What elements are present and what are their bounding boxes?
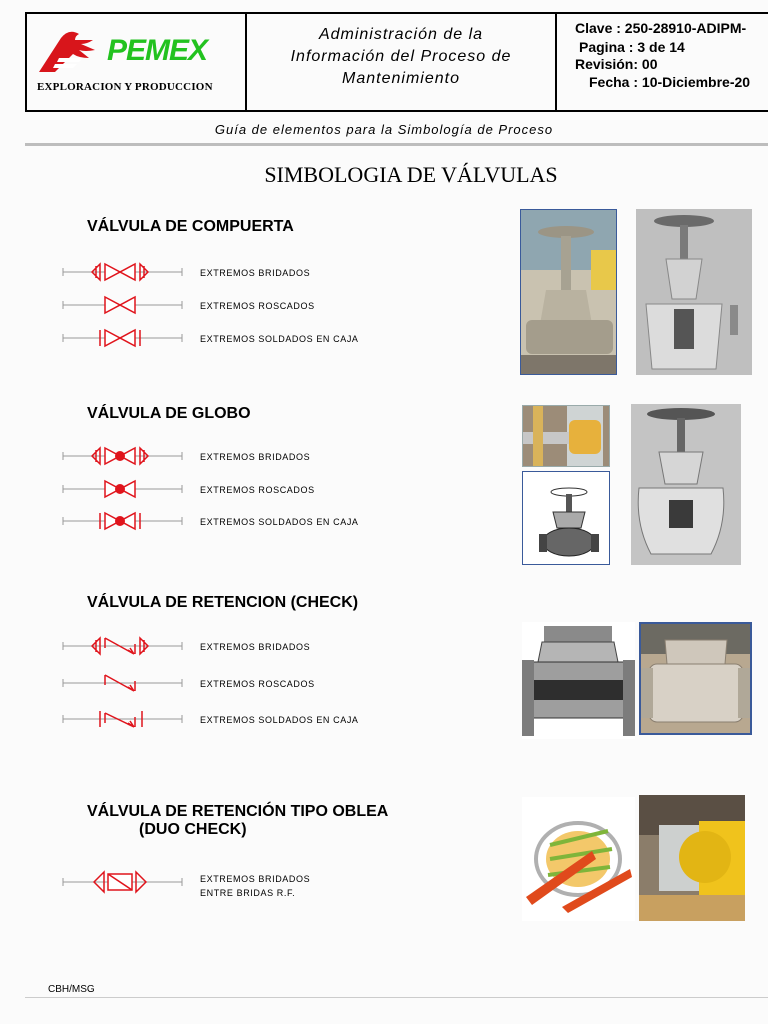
duo-check-valve-illustration — [522, 797, 635, 921]
section-title-line: VÁLVULA DE RETENCIÓN TIPO OBLEA — [87, 803, 389, 820]
symbol-label: EXTREMOS SOLDADOS EN CAJA — [200, 517, 359, 527]
symbol-label: EXTREMOS SOLDADOS EN CAJA — [200, 715, 359, 725]
gate-valve-flanged-symbol — [60, 260, 185, 284]
duo-check-valve-symbol — [60, 870, 185, 894]
footer-initials: CBH/MSG — [48, 984, 95, 995]
section-title-line: (DUO CHECK) — [139, 821, 247, 838]
section-title-duo-check — [87, 803, 388, 839]
check-valve-drawing — [522, 622, 635, 739]
section-title-retencion: VÁLVULA DE RETENCION (CHECK) — [87, 594, 359, 611]
document-title — [247, 24, 555, 90]
gate-valve-threaded-symbol — [60, 293, 185, 317]
symbol-label: EXTREMOS BRIDADOS — [200, 874, 311, 884]
document-header — [25, 12, 768, 112]
check-valve-threaded-symbol — [60, 671, 185, 695]
symbol-label: EXTREMOS ROSCADOS — [200, 485, 315, 495]
globe-valve-photo-cutaway — [631, 404, 741, 565]
document-title-line: Administración de la — [318, 26, 484, 43]
symbol-label: EXTREMOS BRIDADOS — [200, 642, 311, 652]
gate-valve-photo-cutaway — [636, 209, 752, 375]
company-wordmark: PEMEX — [107, 34, 208, 67]
symbol-label: EXTREMOS SOLDADOS EN CAJA — [200, 334, 359, 344]
globe-valve-threaded-symbol — [60, 477, 185, 501]
check-valve-flanged-symbol — [60, 634, 185, 658]
check-valve-socket-weld-symbol — [60, 707, 185, 731]
globe-valve-photo-installed — [522, 405, 610, 467]
division-name: EXPLORACION Y PRODUCCION — [37, 81, 213, 93]
revision-field: Revisión: 00 — [575, 56, 658, 72]
fecha-field: Fecha : 10-Diciembre-20 — [589, 74, 751, 90]
page-subtitle: Guía de elementos para la Simbología de Proceso — [214, 122, 554, 137]
symbol-label: EXTREMOS BRIDADOS — [200, 452, 311, 462]
section-title-compuerta: VÁLVULA DE COMPUERTA — [87, 218, 294, 235]
document-meta-cell — [557, 14, 768, 110]
footer-divider — [25, 997, 768, 998]
document-title-line: Mantenimiento — [342, 70, 460, 87]
symbol-label: ENTRE BRIDAS R.F. — [200, 888, 296, 898]
gate-valve-photo-installed — [520, 209, 617, 375]
clave-field: Clave : 250-28910-ADIPM- — [575, 20, 747, 36]
header-divider — [25, 143, 768, 146]
gate-valve-socket-weld-symbol — [60, 326, 185, 350]
symbol-label: EXTREMOS ROSCADOS — [200, 679, 315, 689]
pagina-field: Pagina : 3 de 14 — [579, 39, 685, 55]
section-title-globo: VÁLVULA DE GLOBO — [87, 405, 251, 422]
symbol-label: EXTREMOS BRIDADOS — [200, 268, 311, 278]
check-valve-photo — [639, 622, 752, 735]
document-title-line: Información del Proceso de — [290, 48, 512, 65]
globe-valve-socket-weld-symbol — [60, 509, 185, 533]
page-title: SIMBOLOGIA DE VÁLVULAS — [264, 162, 558, 187]
logo-cell — [27, 14, 247, 110]
symbol-label: EXTREMOS ROSCADOS — [200, 301, 315, 311]
duo-check-valve-photo — [639, 795, 745, 921]
globe-valve-flanged-symbol — [60, 444, 185, 468]
document-title-cell — [247, 14, 557, 110]
symbol-label-block — [200, 872, 310, 900]
pemex-eagle-logo — [35, 28, 105, 74]
globe-valve-drawing — [522, 471, 610, 565]
